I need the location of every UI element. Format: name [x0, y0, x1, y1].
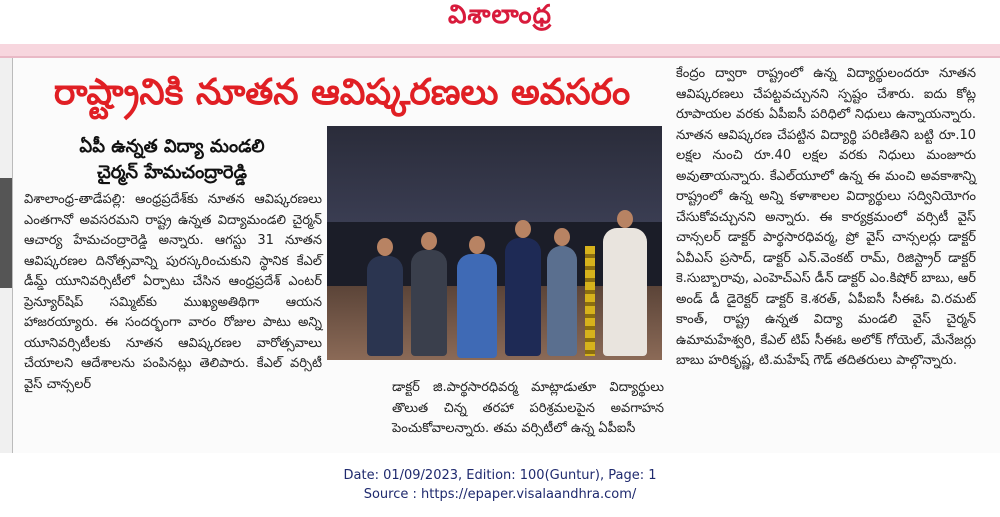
photo-backdrop	[327, 126, 662, 222]
news-clipping	[0, 58, 1000, 453]
article-headline: రాష్ట్రానికి నూతన ఆవిష్కరణలు అవసరం	[53, 72, 631, 113]
adjacent-column-edge	[0, 58, 13, 453]
masthead-logo: విశాలాంధ్ర	[448, 0, 552, 30]
lamp-icon	[585, 246, 595, 356]
edition-info: Date: 01/09/2023, Edition: 100(Guntur), Page: 1	[343, 468, 657, 483]
article-deck	[22, 134, 322, 186]
article-column-3	[676, 64, 976, 372]
event-photo	[327, 126, 662, 360]
article-column-2	[392, 378, 664, 440]
article-column-1	[24, 190, 322, 395]
column-1-text: విశాలాంధ్ర-తాడేపల్లి: ఆంధ్రప్రదేశ్‌కు నూతన ఆవిష్కరణలు ఎంతగానో అవసరమని రాష్ట్ర ఉన్నత విద్యామండలి చైర్మన్ ఆచార్య హేమచంద్రారెడ్డి అన్నారు. ఆగస్టు 31 నూతన ఆవిష్కరణల దినోత్సవాన్ని పురస్కరించుకుని స్థానిక కేఎల్ డీమ్డ్ యూనివర్సిటీలో ఏర్పాటు చేసిన ఆంధ్రప్రదేశ్ ఎంటర్ ప్రెన్యూర్‌షిప్ సమ్మిట్‌కు ముఖ్యఅతిథిగా ఆయన హాజరయ్యారు. ఈ సందర్భంగా వారం రోజుల పాటు అన్ని యూనివర్సిటీలకు నూతన ఆవిష్కరణల వారోత్సవాలు చేయాలని ఆదేశాలను పంపినట్లు తెలిపారు. కేఎల్ వర్సిటీ వైస్ చాన్సలర్	[24, 192, 322, 392]
column-2-text: డాక్టర్ జి.పార్థసారధివర్మ మాట్లాడుతూ విద్యార్థులు తొలుత చిన్న తరహా పరిశ్రమలపైన అవగాహన పెంచుకోవాలన్నారు. తమ వర్సిటీలో ఉన్న ఏపీఐసీ	[392, 380, 664, 436]
masthead	[0, 0, 1000, 48]
clipping-footer	[0, 466, 1000, 504]
column-3-text: కేంద్రం ద్వారా రాష్ట్రంలో ఉన్న విద్యార్థులందరూ నూతన ఆవిష్కరణలు చేపట్టవచ్చునని స్పష్టం చేశారు. ఐదు కోట్ల రూపాయల వరకు ఏపీఐసీ పరిధిలో నిధులు ఉన్నాయన్నారు. నూతన ఆవిష్కరణ చేపట్టిన విద్యార్థి పరిణితిని బట్టి రూ.10 లక్షల నుంచి రూ.40 లక్షల వరకు నిధులు మంజూరు అవుతాయన్నారు. కేఎల్‌యూలో ఉన్న ఈ మంచి అవకాశాన్ని రాష్ట్రంలో ఉన్న అన్ని కళాశాలల విద్యార్థులు సద్వినియోగం చేసుకోవచ్చునని అన్నారు. ఈ కార్యక్రమంలో వర్సిటీ వైస్ చాన్సలర్ డాక్టర్ పార్థసారధివర్మ, ప్రో వైస్ చాన్సలర్లు డాక్టర్ ఏవీఎస్ ప్రసాద్, డాక్టర్ ఎన్.వెంకట్ రామ్, రిజిస్ట్రార్ డాక్టర్ కె.సుబ్బారావు, ఎంహెచ్ఎస్ డీన్ డాక్టర్ ఎం.కిషోర్ బాబు, ఆర్ అండ్ డీ డైరెక్టర్ డాక్టర్ కె.శరత్, ఏపీఐసీ సీఈఓ వి.రమట్ కాంత్, రాష్ట్ర ఉన్నత విద్యా మండలి వైస్ చైర్మన్ ఉమామహేశ్వరి, కేఎల్ టిప్ సీఈఓ అలోక్ గోయెల్, మేనేజర్లు బాబు హరికృష్ణ, టి.మహేష్ గౌడ్ తదితరులు పాల్గొన్నారు.	[676, 66, 977, 368]
source-link[interactable]: Source : https://epaper.visalaandhra.com/	[363, 487, 637, 502]
deck-line-2: చైర్మన్ హేమచంద్రారెడ్డి	[97, 162, 247, 183]
deck-line-1: ఏపీ ఉన్నత విద్యా మండలి	[79, 136, 265, 157]
